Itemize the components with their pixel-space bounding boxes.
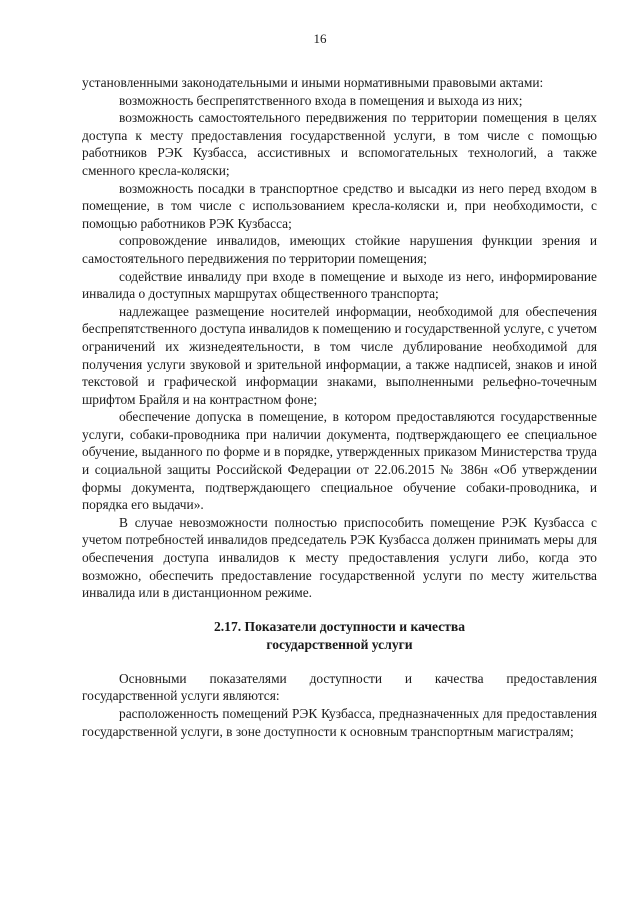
paragraph: содействие инвалиду при входе в помещение и выходе из него, информирование инвалида о доступных маршрутах общественного транспорта;: [82, 268, 597, 302]
paragraph: расположенность помещений РЭК Кузбасса, предназначенных для предоставления государственной услуги, в зоне доступности к основным транспортным магистралям;: [82, 706, 597, 739]
paragraph: сопровождение инвалидов, имеющих стойкие нарушения функции зрения и самостоятельного передвижения по территории помещения;: [82, 233, 597, 266]
document-body: [82, 74, 597, 740]
paragraph: обеспечение допуска в помещение, в котором предоставляются государственные услуги, собаки-проводника при наличии документа, подтверждающего ее специальное обучение, выданного по форме и в порядке, утвержденных приказом Министерства труда и социальной защиты Российской Федерации от 22.06.2015 № 386н «Об утверждении формы документа, подтверждающего специальное обучение собаки-проводника, и порядка его выдачи».: [82, 409, 597, 513]
paragraph: возможность беспрепятственного входа в помещения и выхода из них;: [119, 92, 523, 108]
section-heading: [82, 618, 597, 654]
paragraph: Основными показателями доступности и качества предоставления государственной услуги являются:: [82, 670, 597, 704]
paragraph: В случае невозможности полностью приспособить помещение РЭК Кузбасса с учетом потребностей инвалидов председатель РЭК Кузбасса должен принимать меры для обеспечения доступа инвалидов к месту предоставления услуги либо, когда это возможно, обеспечить предоставление государственной услуги по месту жительства инвалида или в дистанционном режиме.: [82, 514, 597, 601]
section-title-line-2: государственной услуги: [266, 636, 413, 652]
paragraphs-after: [82, 670, 597, 740]
section-title-line-1: 2.17. Показатели доступности и качества: [213, 618, 466, 634]
paragraph: надлежащее размещение носителей информации, необходимой для обеспечения беспрепятственного доступа инвалидов к помещению и государственной услуге, с учетом ограничений их жизнедеятельности, в том числе дублирование необходимой для получения услуги звуковой и зрительной информации, а также надписей, знаков и иной текстовой и графической информации знаками, выполненными рельефно-точечным шрифтом Брайля и на контрастном фоне;: [82, 303, 597, 407]
page-number: 16: [313, 31, 327, 46]
paragraphs-before: [82, 74, 597, 602]
paragraph: возможность самостоятельного передвижения по территории помещения в целях доступа к месту предоставления государственной услуги, в том числе с помощью работников РЭК Кузбасса, ассистивных и вспомогательных технологий, а также сменного кресла-коляски;: [82, 110, 597, 178]
paragraph: возможность посадки в транспортное средство и высадки из него перед входом в помещение, в том числе с использованием кресла-коляски и, при необходимости, с помощью работников РЭК Кузбасса;: [82, 180, 597, 231]
paragraph: установленными законодательными и иными нормативными правовыми актами:: [82, 75, 544, 90]
